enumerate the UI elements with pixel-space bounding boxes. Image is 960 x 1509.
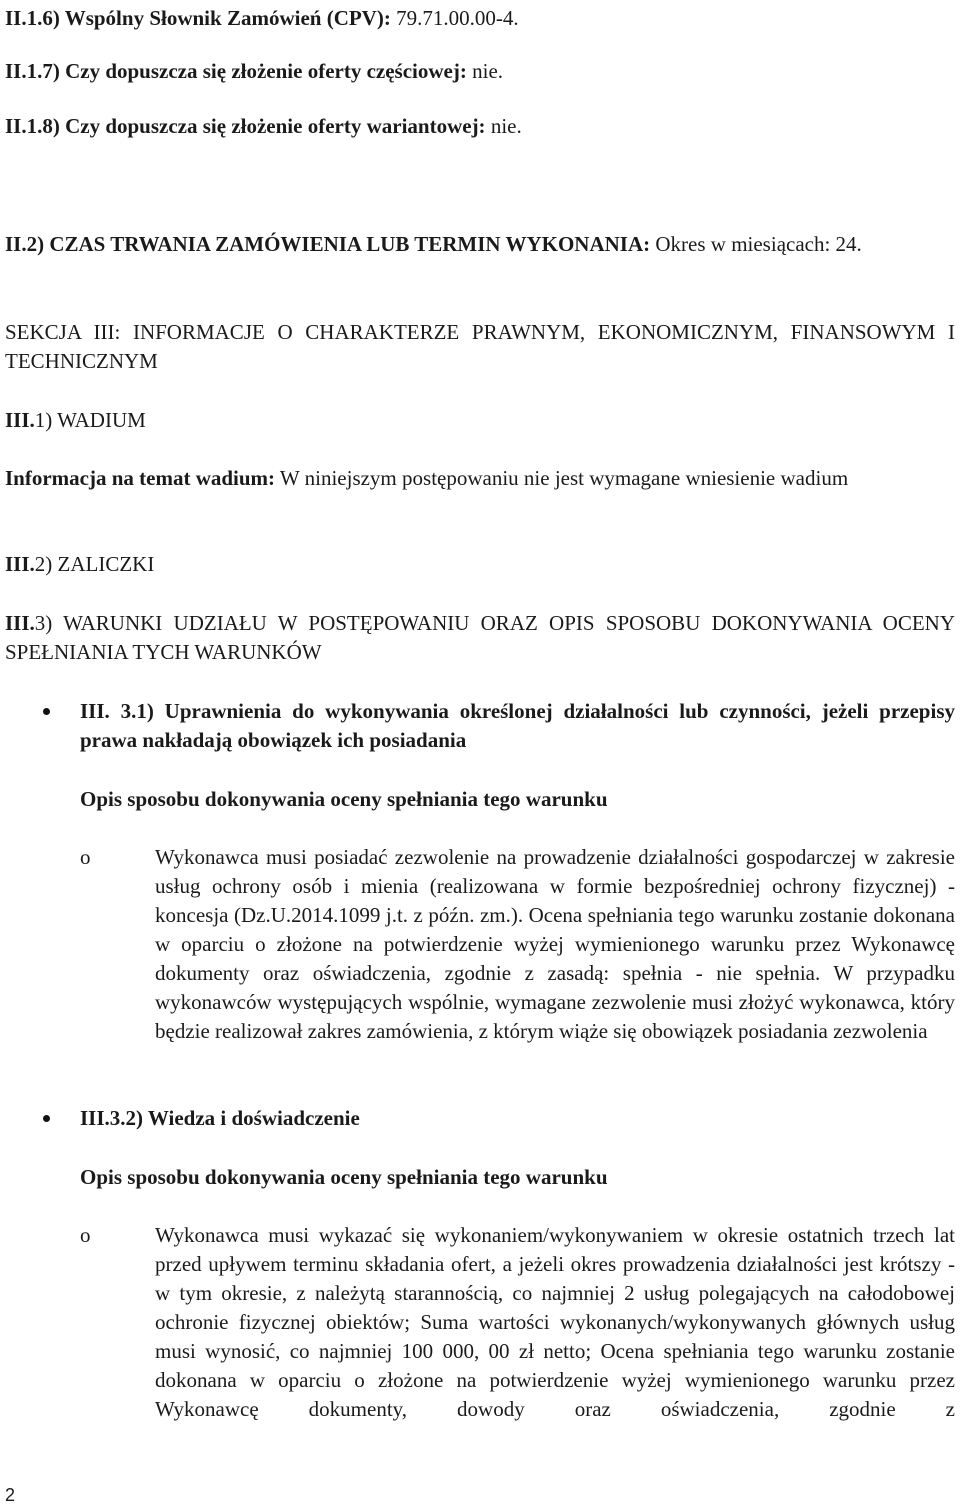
warunki-heading	[5, 609, 955, 667]
section-3-heading: SEKCJA III: INFORMACJE O CHARAKTERZE PRAWNYM, EKONOMICZNYM, FINANSOWYM I TECHNICZNYM	[5, 320, 955, 373]
wadium-info-paragraph	[5, 464, 955, 493]
item-2-marker: o	[80, 1223, 91, 1247]
wadium-heading-prefix: III.	[5, 408, 35, 432]
zaliczki-heading	[5, 550, 154, 579]
duration-value: Okres w miesiącach: 24.	[655, 232, 862, 256]
duration-paragraph	[5, 230, 955, 259]
zaliczki-heading-text: 2) ZALICZKI	[34, 552, 155, 576]
duration-label: II.2) CZAS TRWANIA ZAMÓWIENIA LUB TERMIN WYKONANIA:	[5, 232, 651, 256]
item-2-heading: III.3.2) Wiedza i doświadczenie	[80, 1106, 360, 1130]
list-bullet	[43, 708, 50, 715]
cpv-line	[5, 4, 519, 33]
cpv-value: 79.71.00.00-4.	[396, 6, 519, 30]
wadium-heading	[5, 406, 146, 435]
item-1-marker: o	[80, 845, 91, 869]
page-number: 2	[5, 1485, 16, 1505]
wadium-info-value: W niniejszym postępowaniu nie jest wymagane wniesienie wadium	[279, 466, 849, 490]
warunki-heading-prefix: III.	[5, 611, 35, 635]
partial-offer-label: II.1.7) Czy dopuszcza się złożenie oferty częściowej:	[5, 59, 467, 83]
partial-offer-line	[5, 57, 503, 86]
item-2-subheading: Opis sposobu dokonywania oceny spełniania tego warunku	[80, 1165, 608, 1189]
item-1-heading: III. 3.1) Uprawnienia do wykonywania określonej działalności lub czynności, jeżeli przepisy prawa nakładają obowiązek ich posiadania	[80, 699, 955, 752]
wadium-heading-text: 1) WADIUM	[34, 408, 146, 432]
item-1-subheading: Opis sposobu dokonywania oceny spełniania tego warunku	[80, 787, 608, 811]
partial-offer-value: nie.	[472, 59, 504, 83]
item-1-body: Wykonawca musi posiadać zezwolenie na prowadzenie działalności gospodarczej w zakresie usług ochrony osób i mienia (realizowana w formie bezpośredniej ochrony fizycznej) - koncesja (Dz.U.2014.1099 j.t. z późn. zm.). Ocena spełniania tego warunku zostanie dokonana w oparciu o złożone na potwierdzenie wyżej wymienionego warunku przez Wykonawcę dokumenty oraz oświadczenia, zgodnie z zasadą: spełnia - nie spełnia. W przypadku wykonawców występujących wspólnie, wymagane zezwolenie musi złożyć wykonawca, który będzie realizował zakres zamówienia, z którym wiąże się obowiązek posiadania zezwolenia	[155, 845, 955, 1043]
variant-offer-value: nie.	[490, 114, 522, 138]
item-2-body: Wykonawca musi wykazać się wykonaniem/wykonywaniem w okresie ostatnich trzech lat przed upływem terminu składania ofert, a jeżeli okres prowadzenia działalności jest krótszy - w tym okresie, z należytą starannością, co najmniej 2 usług polegających na całodobowej ochronie fizycznej obiektów; Suma wartości wykonanych/wykonywanych głównych usług musi wynosić, co najmniej 100 000, 00 zł netto; Ocena spełniania tego warunku zostanie dokonana w oparciu o złożone na potwierdzenie wyżej wymienionego warunku przez Wykonawcę dokumenty, dowody oraz oświadczenia, zgodnie z	[155, 1223, 955, 1421]
variant-offer-label: II.1.8) Czy dopuszcza się złożenie oferty wariantowej:	[5, 114, 486, 138]
warunki-heading-text: 3) WARUNKI UDZIAŁU W POSTĘPOWANIU ORAZ OPIS SPOSOBU DOKONYWANIA OCENY SPEŁNIANIA TYCH WARUNKÓW	[5, 611, 955, 664]
cpv-label: II.1.6) Wspólny Słownik Zamówień (CPV):	[5, 6, 391, 30]
list-bullet	[43, 1115, 50, 1122]
variant-offer-line	[5, 112, 522, 141]
wadium-info-label: Informacja na temat wadium:	[5, 466, 276, 490]
zaliczki-heading-prefix: III.	[5, 552, 35, 576]
